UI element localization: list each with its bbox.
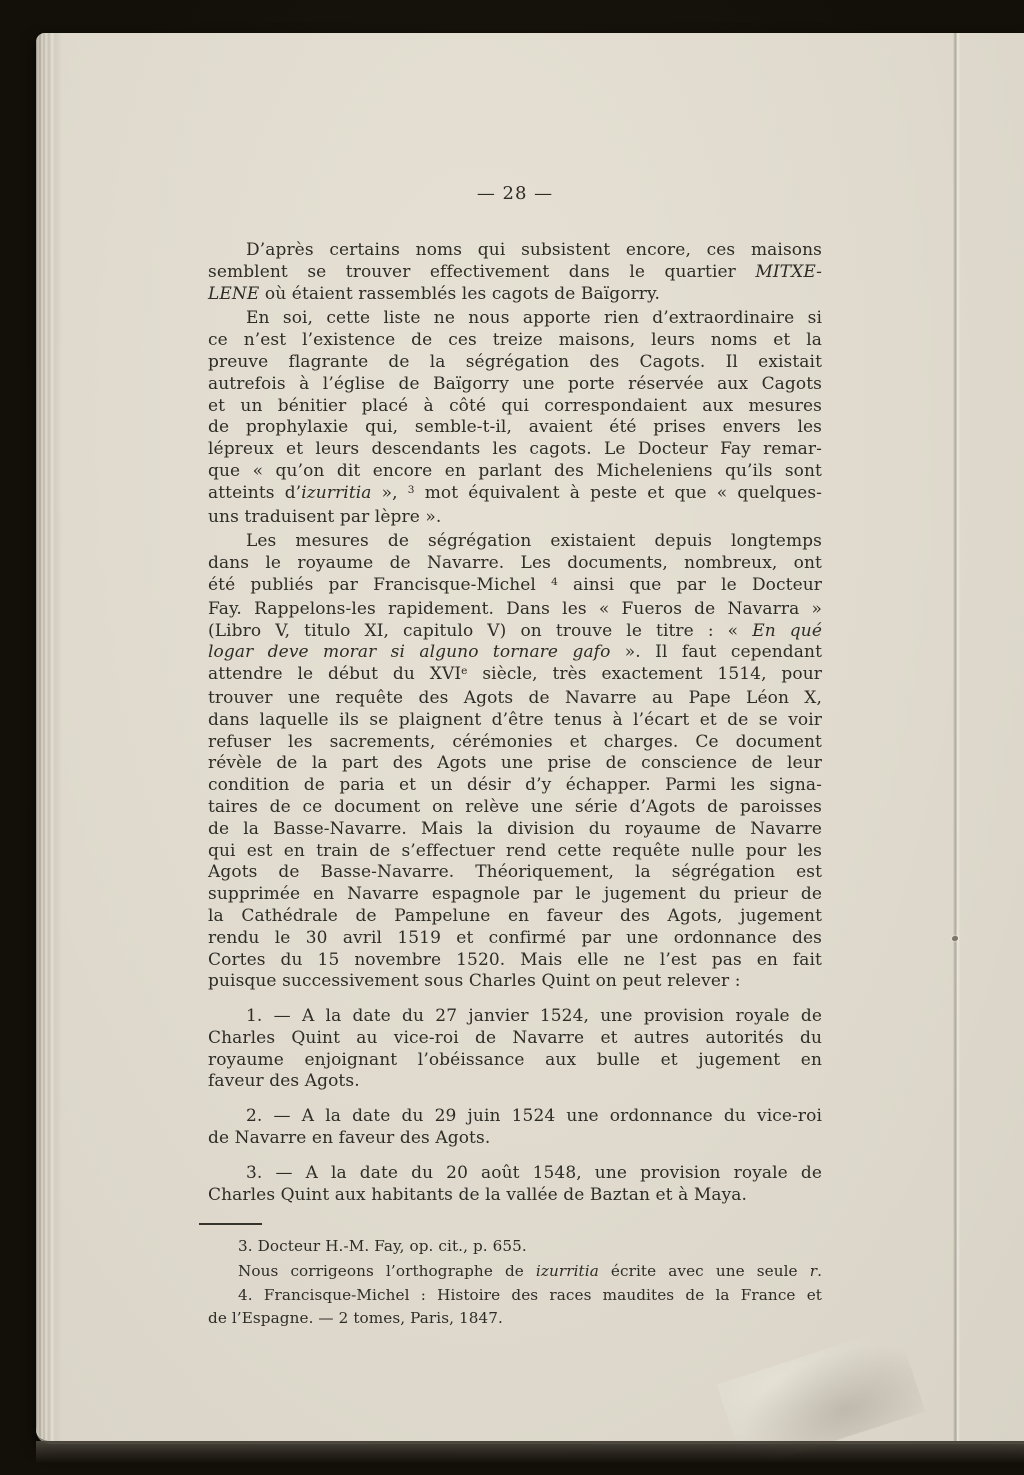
paper-speck — [952, 936, 958, 941]
text-line: Fay. Rappelons-les rapidement. Dans les « Fueros de Navarra » — [208, 598, 822, 619]
text-line: Charles Quint aux habitants de la vallée de Baztan et à Maya. — [208, 1184, 748, 1205]
numbered-item — [208, 1106, 822, 1150]
text-line: attendre le début du XVIe siècle, très exactement 1514, pour — [208, 664, 822, 685]
text-line: refuser les sacrements, cérémonies et charges. Ce document — [208, 731, 822, 752]
text-line: LENE où étaient rassemblés les cagots de Baïgorry. — [208, 283, 660, 304]
text-line: autrefois à l’église de Baïgorry une porte réservée aux Cagots — [208, 373, 822, 394]
text-line: été publiés par Francisque-Michel $^4$ ainsi que par le Docteur — [208, 574, 823, 595]
text-line: taires de ce document on relève une série d’Agots de paroisses — [208, 796, 822, 817]
numbered-item — [208, 1163, 822, 1207]
footnote-line: Nous corrigeons l’orthographe de izurritia écrite avec une seule r. — [238, 1261, 822, 1280]
text-line: faveur des Agots. — [208, 1071, 360, 1092]
text-line: de la Basse-Navarre. Mais la division du royaume de Navarre — [208, 818, 822, 839]
footnote-line: de l’Espagne. — 2 tomes, Paris, 1847. — [208, 1308, 503, 1327]
text-line: royaume enjoignant l’obéissance aux bulle et jugement en — [208, 1049, 822, 1070]
paragraph — [208, 308, 822, 528]
text-line: Cortes du 15 novembre 1520. Mais elle ne l’est pas en fait — [208, 949, 822, 970]
text-line: lépreux et leurs descendants les cagots. Le Docteur Fay remar- — [208, 439, 822, 460]
text-line: rendu le 30 avril 1519 et confirmé par une ordonnance des — [208, 927, 822, 948]
footnote — [208, 1260, 822, 1283]
text-line: supprimée en Navarre espagnole par le jugement du prieur de — [208, 884, 822, 905]
text-line: atteints d’izurritia », $^3$ mot équivalent à peste et que « quelques- — [208, 482, 822, 503]
paragraph — [208, 240, 822, 305]
text-line: preuve flagrante de la ségrégation des Cagots. Il existait — [208, 351, 822, 372]
text-column — [208, 33, 822, 1329]
footnote — [208, 1235, 822, 1258]
text-line: qui est en train de s’effectuer rend cette requête nulle pour les — [208, 840, 822, 861]
text-line: la Cathédrale de Pampelune en faveur des Agots, jugement — [208, 905, 822, 926]
text-line: Les mesures de ségrégation existaient depuis longtemps — [246, 531, 822, 552]
text-line: trouver une requête des Agots de Navarre au Pape Léon X, — [208, 687, 822, 708]
text-line: Agots de Basse-Navarre. Théoriquement, la ségrégation est — [208, 862, 822, 883]
text-line: dans laquelle ils se plaignent d’être tenus à l’écart et de se voir — [208, 709, 822, 730]
text-line: et un bénitier placé à côté qui correspondaient aux mesures — [208, 395, 822, 416]
footnote — [208, 1284, 822, 1329]
paragraph — [208, 531, 822, 993]
footnote-line: 3. Docteur H.-M. Fay, op. cit., p. 655. — [238, 1237, 527, 1256]
text-line: En soi, cette liste ne nous apporte rien d’extraordinaire si — [246, 308, 822, 329]
text-line: révèle de la part des Agots une prise de conscience de leur — [208, 753, 822, 774]
text-line: 1. — A la date du 27 janvier 1524, une provision royale de — [246, 1006, 822, 1027]
book-page — [36, 33, 1024, 1444]
text-line: logar deve morar si alguno tornare gafo ». Il faut cependant — [208, 642, 822, 663]
text-line: Charles Quint au vice-roi de Navarre et autres autorités du — [208, 1027, 822, 1048]
text-line: (Libro V, titulo XI, capitulo V) on trouve le titre : « En qué — [208, 620, 822, 641]
page-stack-edges — [36, 33, 62, 1441]
text-line: D’après certains noms qui subsistent encore, ces maisons — [246, 240, 822, 260]
text-line: uns traduisent par lèpre ». — [208, 506, 442, 527]
page-number: — 28 — — [476, 183, 554, 204]
body-text — [208, 240, 822, 1206]
text-line: de Navarre en faveur des Agots. — [208, 1128, 491, 1149]
text-line: 2. — A la date du 29 juin 1524 une ordonnance du vice-roi — [246, 1106, 822, 1127]
text-line: que « qu’on dit encore en parlant des Micheleniens qu’ils sont — [208, 460, 822, 481]
text-line: dans le royaume de Navarre. Les documents, nombreux, ont — [208, 553, 822, 574]
numbered-item — [208, 1006, 822, 1093]
text-line: puisque successivement sous Charles Quint on peut relever : — [208, 971, 741, 992]
text-line: ce n’est l’existence de ces treize maisons, leurs noms et la — [208, 330, 822, 351]
footnote-line: 4. Francisque-Michel : Histoire des races maudites de la France et — [238, 1286, 822, 1305]
text-line: condition de paria et un désir d’y échapper. Parmi les signa- — [208, 775, 822, 796]
text-line: semblent se trouver effectivement dans le quartier MITXE- — [208, 261, 822, 282]
text-line: 3. — A la date du 20 août 1548, une provision royale de — [246, 1162, 822, 1183]
page-fold-crease — [953, 33, 960, 1441]
text-line: de prophylaxie qui, semble-t-il, avaient été prises envers les — [208, 417, 822, 438]
footnote-rule — [199, 1223, 262, 1225]
footnotes — [208, 1235, 822, 1329]
